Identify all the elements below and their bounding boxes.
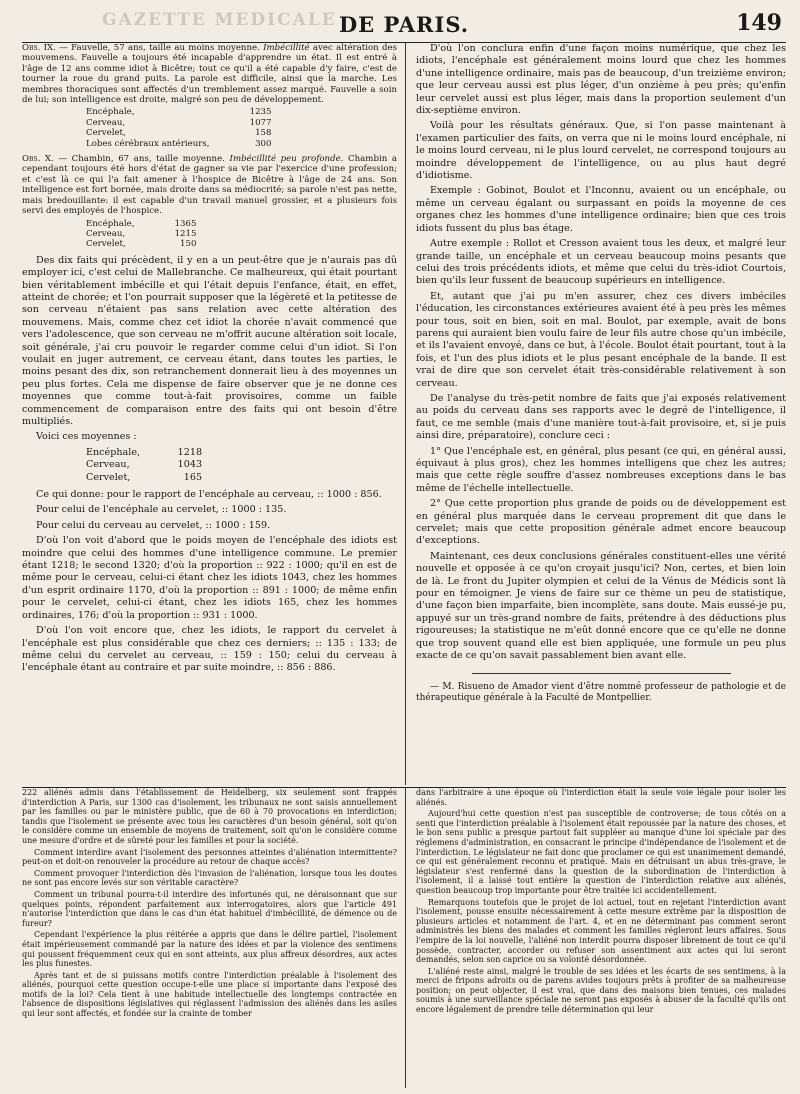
- weight-label: Cervelet,: [86, 239, 126, 250]
- table-row: [86, 219, 196, 229]
- table-row: [86, 139, 271, 149]
- obs-10-intro: — Chambin, 67 ans, taille moyenne.: [53, 154, 230, 165]
- weight-value: 1365: [174, 218, 197, 229]
- averages-table: [86, 447, 202, 484]
- paragraph: 2° Que cette proportion plus grande de poids ou de développement est en général plus marquée dans le cerveau proprement dit que dans le cervelet; mais que cette proposition générale admet encore beaucoup d'exceptions.: [416, 498, 786, 547]
- paragraph: D'où l'on voit d'abord que le poids moyen de l'encéphale des idiots est moindre que celui des hommes d'une intelligence commune. Le premier étant 1218; le second 1320; d'où la proportion :: 922 : 1000; qu'il en est de même pour le cerveau, celui-ci étant chez les idiots 1043, chez les hommes d'un esprit ordinaire 1170, d'où la proportion :: 891 : 1000; de même enfin pour le cervelet, celui-ci étant, chez les idiots 165, chez les hommes ordinaires, 176; d'où la proportion :: 931 : 1000.: [22, 535, 397, 621]
- obs-10-weights-table: [86, 219, 196, 250]
- obs-10: [22, 154, 397, 216]
- obs-9: [22, 43, 397, 105]
- paragraph: Exemple : Gobinot, Boulot et l'Inconnu, avaient ou un encéphale, ou même un cerveau égalant ou surpassant en poids la moyenne de ces organes chez les hommes d'une intelligence ordinaire; bien que ces trois idiots fussent du plus bas étage.: [416, 185, 786, 234]
- paragraph: Remarquons toutefois que le projet de loi actuel, tout en rejetant l'interdiction avant l'isolement, pousse ensuite nécessairement à cette mesure extrême par la disposition de plusieurs articles et notamment de l'art. 4, et en ne déterminant pas comment seront administrés les biens des malades et comment les familles régleront leurs affaires. Sous l'empire de la loi nouvelle, l'aliéné non interdit pourra disposer librement de tout ce qu'il possède, contracter, accorder ou refuser son assentiment aux actes qui lui seront demandés, selon son caprice ou sa volonté désordonnée.: [416, 897, 786, 965]
- obs-10-diagnosis: Imbécillité peu profonde.: [229, 154, 344, 165]
- paragraph: L'aliéné reste ainsi, malgré le trouble de ses idées et les écarts de ses sentimens, à la merci de fripons adroits ou de parens avides toujours prêts à profiter de sa malheureuse position; on peut objecter, il est vrai, que dans des maisons bien tenues, ces malades soumis à une surveillance spéciale ne seront pas exposés à abuser de la faculté qu'ils ont encore légalement de prendre telle détermination qui leur: [416, 966, 786, 1015]
- bleed-through-masthead: GAZETTE MEDICALE: [102, 10, 337, 30]
- weight-value: 1215: [174, 228, 197, 239]
- weight-value: 1235: [249, 107, 272, 118]
- paragraph: Comment provoquer l'interdiction dès l'invasion de l'aliénation, lorsque tous les doutes ne sont pas encore levés sur son véritable caractère?: [22, 868, 397, 888]
- upper-section: [22, 43, 786, 785]
- paragraph: Cependant l'expérience la plus réitérée a appris que dans le délire partiel, l'isolement était impérieusement commandé par la nature des idées et par la violence des sentimens qui poussent fréquemment ceux qui en sont atteints, aux plus affreux désordres, aux actes les plus funestes.: [22, 930, 397, 969]
- paragraph: Voici ces moyennes :: [36, 431, 137, 443]
- news-note: — M. Risueno de Amador vient d'être nommé professeur de pathologie et de thérapeutique générale à la Faculté de Montpellier.: [416, 681, 786, 703]
- table-row: [86, 118, 271, 128]
- paragraph: Comment un tribunal pourra-t-il interdire des infortunés qui, ne déraisonnant que sur quelques points, répondent parfaitement aux interrogatoires, alors que l'article 491 n'autorise l'interdiction que dans le cas d'un état habituel d'imbécillité, de démence ou de fureur?: [22, 889, 397, 928]
- weight-label: Cerveau,: [86, 228, 126, 239]
- paragraph: De l'analyse du très-petit nombre de faits que j'ai exposés relativement au poids du cerveau dans ses rapports avec le degré de l'intelligence, il faut, ce me semble (mais d'une manière tout-à-fait provisoire, et, si je puis ainsi dire, préparatoire), conclure ceci :: [416, 392, 786, 442]
- paragraph: Maintenant, ces deux conclusions générales constituent-elles une vérité nouvelle et opposée à ce qu'on croyait jusqu'ici? Non, certes, et bien loin de là. Le front du Jupiter olympien et celui de la Vénus de Médicis sont là pour en témoigner. Je viens de faire sur ce thème un peu de statistique, d'une façon bien imparfaite, bien incomplète, sans doute. Mais eussé-je pu, appuyé sur un très-grand nombre de faits, prétendre à des déductions plus rigoureuses; la statistique ne m'eût donné encore que ce qu'elle ne donne que trop souvent quand elle est bien appliquée, une formule un peu plus exacte de ce qu'on savait passablement bien avant elle.: [416, 550, 786, 662]
- paragraph: Aujourd'hui cette question n'est pas susceptible de controverse; de tous côtés on a senti que l'interdiction préalable à l'isolement était repoussée par la nature des choses, et le bon sens public a presque partout fait suppléer au manque d'une loi spéciale par des réglemens d'administration, en consacrant le principe d'indépendance de l'isolement et de l'interdiction. Le législateur ne fait donc que proclamer ce qui est unanimement demandé, ce qui est généralement reconnu et pratiqué. Mais en détruisant un abus très-grave, le législateur s'est renfermé dans la question de la subordination de l'interdiction à l'isolement, il a laissé tout entière la question de l'interdiction relative aux aliénés, question beaucoup trop importante pour être traitée ici accidentellement.: [416, 809, 786, 895]
- paragraph: Pour celui de l'encéphale au cervelet, :: 1000 : 135.: [36, 504, 287, 516]
- average-label: Encéphale,: [86, 446, 141, 458]
- table-row: [86, 239, 196, 249]
- right-column: [406, 43, 786, 785]
- average-value: 165: [183, 471, 203, 483]
- table-row: [86, 107, 271, 117]
- lower-section: [22, 788, 786, 1088]
- weight-value: 1077: [249, 117, 272, 128]
- weight-value: 158: [255, 128, 272, 139]
- weight-label: Lobes cérébraux antérieurs,: [86, 138, 210, 149]
- obs-9-text: avec altération des mouvemens. Fauvelle a toujours été incapable d'apprendre un état. Il est entré à l'âge de 12 ans comme idiot à Bicêtre; tout ce qu'il a été capable d'y faire, c'est de tourner la roue du grand puits. La parole est difficile, ainsi que la marche. Les membres thoraciques sont affectés d'un tremblement assez marqué. Fauvelle a soin de lui; son intelligence est droite, malgré son peu de développement.: [22, 43, 397, 106]
- weight-value: 300: [255, 138, 272, 149]
- table-row: [86, 229, 196, 239]
- obs-10-label: Obs. X.: [22, 154, 54, 165]
- paragraph: Et, autant que j'ai pu m'en assurer, chez ces divers imbéciles l'éducation, les circonstances extérieures avaient été à peu près les mêmes pour tous, soit en bien, soit en mal. Boulot, par exemple, avait de bons parens qui auraient bien voulu faire de leur fils autre chose qu'un imbécile, et ils l'avaient envoyé, dans ce but, à l'école. Boulot était pourtant, tout à la fois, et l'un des plus idiots et le plus pesant encéphale de la bande. Il est vrai de dire que son cervelet était très-considérable relativement à son cerveau.: [416, 290, 786, 389]
- obs-9-label: Obs. IX.: [22, 43, 56, 53]
- paragraph: Ce qui donne: pour le rapport de l'encéphale au cerveau, :: 1000 : 856.: [36, 489, 382, 501]
- obs-10-text: Chambin a cependant toujours été hors d'état de gagner sa vie par l'exercice d'une profession; et c'est là ce qui l'a fait amener à l'hospice de Bicêtre à l'âge de 24 ans. Son intelligence est fort bornée, mais droite dans sa médiocrité; sa parole n'est pas nette, mais bredouillante: il est capable d'un travail manuel grossier, et a plusieurs fois servi des employés de l'hospice.: [22, 154, 397, 217]
- paragraph: Des dix faits qui précèdent, il y en a un peut-être que je n'aurais pas dû employer ici, c'est celui de Mallebranche. Ce malheureux, qui était pourtant bien véritablement imbécille et qui l'était depuis l'enfance, était, en effet, atteint de chorée; et l'on pourrait supposer que la légèreté et la petitesse de son cerveau n'étaient pas sans relation avec cette altération des mouvemens. Mais, comme chez cet idiot la chorée n'avait commencé que vers l'adolescence, que son cerveau ne m'offrit aucune altération soit locale, soit générale, j'ai cru pouvoir le regarder comme celui d'un idiot. Si l'on voulait en juger autrement, ce cerveau étant, dans toutes les parties, le moins pesant des dix, son retranchement donnerait lieu à des moyennes un peu plus fortes. Cela me dispense de faire observer que je ne donne ces moyennes que comme tout-à-fait provisoires, comme un faible commencement de comparaison entre des faits qui ont besoin d'être multipliés.: [22, 254, 397, 427]
- weight-label: Encéphale,: [86, 107, 135, 118]
- paragraph: Voilà pour les résultats généraux. Que, si l'on passe maintenant à l'examen particulier des faits, on verra que ni le moins lourd encéphale, ni le moins lourd cerveau, ni le plus lourd cervelet, ne correspond toujours au moindre développement de l'intelligence, ou au plus haut degré d'idiotisme.: [416, 120, 786, 182]
- lower-left-column: [22, 788, 406, 1088]
- table-row: [86, 459, 202, 471]
- average-value: 1218: [177, 446, 203, 458]
- paragraph: Autre exemple : Rollot et Cresson avaient tous les deux, et malgré leur grande taille, un encéphale et un cerveau beaucoup moins pesants que celui des trois précédents idiots, et même que celui du très-idiot Courtois, bien qu'ils leur fussent de beaucoup supérieurs en intelligence.: [416, 238, 786, 287]
- weight-label: Encéphale,: [86, 218, 135, 229]
- paragraph: D'où l'on voit encore que, chez les idiots, le rapport du cervelet à l'encéphale est plus considérable que chez ces derniers; :: 135 : 133; de même celui du cervelet au cerveau, :: 159 : 150; celui du cerveau à l'encéphale étant au contraire et par suite moindre, :: 856 : 886.: [22, 625, 397, 674]
- page-title: DE PARIS.: [338, 12, 470, 37]
- obs-9-intro: — Fauvelle, 57 ans, taille au moins moyenne.: [55, 43, 264, 53]
- lower-right-column: [406, 788, 786, 1088]
- paragraph: Comment interdire avant l'isolement des personnes atteintes d'aliénation intermittente? peut-on et doit-on renouveler la procédure au retour de chaque accès?: [22, 847, 397, 867]
- table-row: [86, 447, 202, 459]
- paragraph: dans l'arbitraire à une époque où l'interdiction était la seule voie légale pour isoler les aliénés.: [416, 788, 786, 807]
- paragraph: D'où l'on conclura enfin d'une façon moins numérique, que chez les idiots, l'encéphale est généralement moins lourd que chez les hommes d'une intelligence ordinaire, mais pas de beaucoup, d'un treizième environ; que leur cerveau aussi est plus léger, d'un onzième à peu près; qu'enfin leur cervelet aussi est plus léger, mais dans la proportion seulement d'un dix-septième environ.: [416, 43, 786, 117]
- average-value: 1043: [177, 459, 203, 471]
- page-header: [22, 8, 786, 43]
- paragraph: Pour celui du cerveau au cervelet, :: 1000 : 159.: [36, 519, 271, 531]
- obs-9-diagnosis: Imbécillité: [263, 43, 310, 53]
- left-column: [22, 43, 406, 785]
- table-row: [86, 472, 202, 484]
- average-label: Cerveau,: [86, 459, 130, 471]
- table-row: [86, 128, 271, 138]
- paragraph: 222 aliénés admis dans l'établissement de Heidelberg, six seulement sont frappés d'interdiction A Paris, sur 1300 cas d'isolement, les tribunaux ne sont saisis annuellement par les familles ou par le ministère public, que de 60 à 70 provocations en interdiction; tandis que l'isolement se présente avec tous les caractères d'un besoin général, soit qu'on le considère comme un ensemble de moyens de traitement, soit qu'on le considère comme une mesure d'ordre et de sûreté pour les familles et pour la société.: [22, 788, 397, 845]
- average-label: Cervelet,: [86, 471, 131, 483]
- separator-rule: [472, 673, 731, 674]
- paragraph: 1° Que l'encéphale est, en général, plus pesant (ce qui, en général aussi, équivaut à plus gros), chez les hommes intelligens que chez les autres; mais que cette règle souffre d'assez nombreuses exceptions dans le bas même de l'échelle intellectuelle.: [416, 445, 786, 494]
- weight-value: 150: [180, 239, 197, 250]
- obs-9-weights-table: [86, 107, 271, 149]
- page-number: 149: [736, 10, 782, 36]
- weight-label: Cerveau,: [86, 117, 126, 128]
- weight-label: Cervelet,: [86, 128, 126, 139]
- paragraph: Après tant et de si puissans motifs contre l'interdiction préalable à l'isolement des aliénés, pourquoi cette question occupe-t-elle une place si importante dans l'exposé des motifs de la loi? Cela tient à une habitude intellectuelle des longtemps contractée en l'absence de dispositions législatives qui réglassent l'admission des aliénés dans les asiles qui leur sont affectés, et fondée sur la crainte de tomber: [22, 970, 397, 1019]
